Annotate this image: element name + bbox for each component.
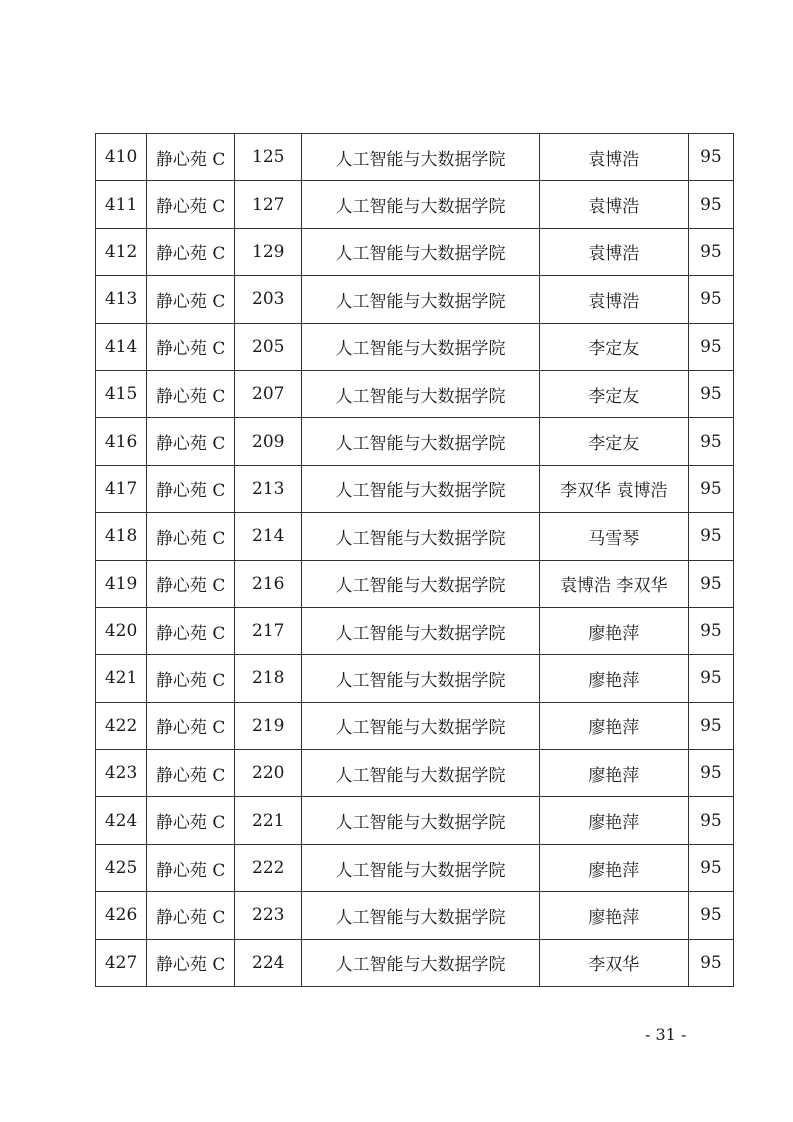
building-cell: 静心苑 C xyxy=(147,513,235,560)
responsible-person-cell: 廖艳萍 xyxy=(539,892,688,939)
row-number-cell: 417 xyxy=(96,465,147,512)
room-number-cell: 216 xyxy=(235,560,302,607)
responsible-person-cell: 廖艳萍 xyxy=(539,702,688,749)
room-number-cell: 222 xyxy=(235,844,302,891)
building-cell: 静心苑 C xyxy=(147,607,235,654)
building-cell: 静心苑 C xyxy=(147,323,235,370)
row-number-cell: 421 xyxy=(96,655,147,702)
responsible-person-cell: 廖艳萍 xyxy=(539,655,688,702)
building-cell: 静心苑 C xyxy=(147,181,235,228)
responsible-person-cell: 李定友 xyxy=(539,370,688,417)
college-cell: 人工智能与大数据学院 xyxy=(302,560,539,607)
table-row xyxy=(96,797,734,844)
college-cell: 人工智能与大数据学院 xyxy=(302,607,539,654)
college-cell: 人工智能与大数据学院 xyxy=(302,323,539,370)
responsible-person-cell: 廖艳萍 xyxy=(539,750,688,797)
responsible-person-cell: 袁博浩 xyxy=(539,134,688,181)
score-cell: 95 xyxy=(688,797,733,844)
row-number-cell: 411 xyxy=(96,181,147,228)
college-cell: 人工智能与大数据学院 xyxy=(302,892,539,939)
score-cell: 95 xyxy=(688,465,733,512)
score-cell: 95 xyxy=(688,939,733,986)
building-cell: 静心苑 C xyxy=(147,844,235,891)
room-number-cell: 213 xyxy=(235,465,302,512)
table-row xyxy=(96,134,734,181)
table-row xyxy=(96,892,734,939)
room-number-cell: 209 xyxy=(235,418,302,465)
row-number-cell: 414 xyxy=(96,323,147,370)
page-number: - 31 - xyxy=(645,1025,687,1044)
building-cell: 静心苑 C xyxy=(147,655,235,702)
college-cell: 人工智能与大数据学院 xyxy=(302,655,539,702)
building-cell: 静心苑 C xyxy=(147,418,235,465)
room-number-cell: 125 xyxy=(235,134,302,181)
college-cell: 人工智能与大数据学院 xyxy=(302,750,539,797)
score-cell: 95 xyxy=(688,513,733,560)
score-cell: 95 xyxy=(688,181,733,228)
table-row xyxy=(96,607,734,654)
table-row xyxy=(96,465,734,512)
responsible-person-cell: 廖艳萍 xyxy=(539,844,688,891)
row-number-cell: 424 xyxy=(96,797,147,844)
responsible-person-cell: 廖艳萍 xyxy=(539,797,688,844)
score-cell: 95 xyxy=(688,702,733,749)
building-cell: 静心苑 C xyxy=(147,892,235,939)
table-row xyxy=(96,844,734,891)
dormitory-score-table xyxy=(95,133,734,987)
college-cell: 人工智能与大数据学院 xyxy=(302,939,539,986)
score-cell: 95 xyxy=(688,892,733,939)
room-number-cell: 220 xyxy=(235,750,302,797)
college-cell: 人工智能与大数据学院 xyxy=(302,370,539,417)
building-cell: 静心苑 C xyxy=(147,939,235,986)
table-body xyxy=(96,134,734,987)
row-number-cell: 422 xyxy=(96,702,147,749)
row-number-cell: 413 xyxy=(96,276,147,323)
table-row xyxy=(96,276,734,323)
score-cell: 95 xyxy=(688,134,733,181)
score-cell: 95 xyxy=(688,228,733,275)
table-row xyxy=(96,323,734,370)
table-row xyxy=(96,370,734,417)
score-cell: 95 xyxy=(688,655,733,702)
responsible-person-cell: 马雪琴 xyxy=(539,513,688,560)
table-row xyxy=(96,655,734,702)
room-number-cell: 224 xyxy=(235,939,302,986)
college-cell: 人工智能与大数据学院 xyxy=(302,134,539,181)
row-number-cell: 425 xyxy=(96,844,147,891)
responsible-person-cell: 李定友 xyxy=(539,323,688,370)
room-number-cell: 129 xyxy=(235,228,302,275)
building-cell: 静心苑 C xyxy=(147,560,235,607)
college-cell: 人工智能与大数据学院 xyxy=(302,797,539,844)
room-number-cell: 203 xyxy=(235,276,302,323)
score-cell: 95 xyxy=(688,370,733,417)
score-cell: 95 xyxy=(688,560,733,607)
score-cell: 95 xyxy=(688,844,733,891)
table-row xyxy=(96,513,734,560)
responsible-person-cell: 李双华 袁博浩 xyxy=(539,465,688,512)
table-row xyxy=(96,418,734,465)
row-number-cell: 418 xyxy=(96,513,147,560)
row-number-cell: 412 xyxy=(96,228,147,275)
room-number-cell: 205 xyxy=(235,323,302,370)
responsible-person-cell: 李双华 xyxy=(539,939,688,986)
building-cell: 静心苑 C xyxy=(147,134,235,181)
college-cell: 人工智能与大数据学院 xyxy=(302,181,539,228)
score-cell: 95 xyxy=(688,607,733,654)
room-number-cell: 218 xyxy=(235,655,302,702)
college-cell: 人工智能与大数据学院 xyxy=(302,844,539,891)
row-number-cell: 416 xyxy=(96,418,147,465)
responsible-person-cell: 袁博浩 xyxy=(539,228,688,275)
row-number-cell: 410 xyxy=(96,134,147,181)
college-cell: 人工智能与大数据学院 xyxy=(302,276,539,323)
college-cell: 人工智能与大数据学院 xyxy=(302,465,539,512)
row-number-cell: 419 xyxy=(96,560,147,607)
responsible-person-cell: 袁博浩 xyxy=(539,181,688,228)
responsible-person-cell: 袁博浩 李双华 xyxy=(539,560,688,607)
responsible-person-cell: 李定友 xyxy=(539,418,688,465)
row-number-cell: 415 xyxy=(96,370,147,417)
building-cell: 静心苑 C xyxy=(147,228,235,275)
room-number-cell: 217 xyxy=(235,607,302,654)
table-row xyxy=(96,750,734,797)
room-number-cell: 223 xyxy=(235,892,302,939)
room-number-cell: 214 xyxy=(235,513,302,560)
row-number-cell: 423 xyxy=(96,750,147,797)
table-row xyxy=(96,702,734,749)
college-cell: 人工智能与大数据学院 xyxy=(302,702,539,749)
table-row xyxy=(96,560,734,607)
row-number-cell: 427 xyxy=(96,939,147,986)
building-cell: 静心苑 C xyxy=(147,797,235,844)
building-cell: 静心苑 C xyxy=(147,465,235,512)
room-number-cell: 207 xyxy=(235,370,302,417)
room-number-cell: 221 xyxy=(235,797,302,844)
score-cell: 95 xyxy=(688,418,733,465)
building-cell: 静心苑 C xyxy=(147,370,235,417)
row-number-cell: 420 xyxy=(96,607,147,654)
row-number-cell: 426 xyxy=(96,892,147,939)
table-row xyxy=(96,228,734,275)
college-cell: 人工智能与大数据学院 xyxy=(302,418,539,465)
responsible-person-cell: 袁博浩 xyxy=(539,276,688,323)
college-cell: 人工智能与大数据学院 xyxy=(302,228,539,275)
score-cell: 95 xyxy=(688,276,733,323)
table-row xyxy=(96,181,734,228)
room-number-cell: 127 xyxy=(235,181,302,228)
building-cell: 静心苑 C xyxy=(147,702,235,749)
building-cell: 静心苑 C xyxy=(147,276,235,323)
building-cell: 静心苑 C xyxy=(147,750,235,797)
room-number-cell: 219 xyxy=(235,702,302,749)
responsible-person-cell: 廖艳萍 xyxy=(539,607,688,654)
score-cell: 95 xyxy=(688,323,733,370)
college-cell: 人工智能与大数据学院 xyxy=(302,513,539,560)
score-cell: 95 xyxy=(688,750,733,797)
table-row xyxy=(96,939,734,986)
